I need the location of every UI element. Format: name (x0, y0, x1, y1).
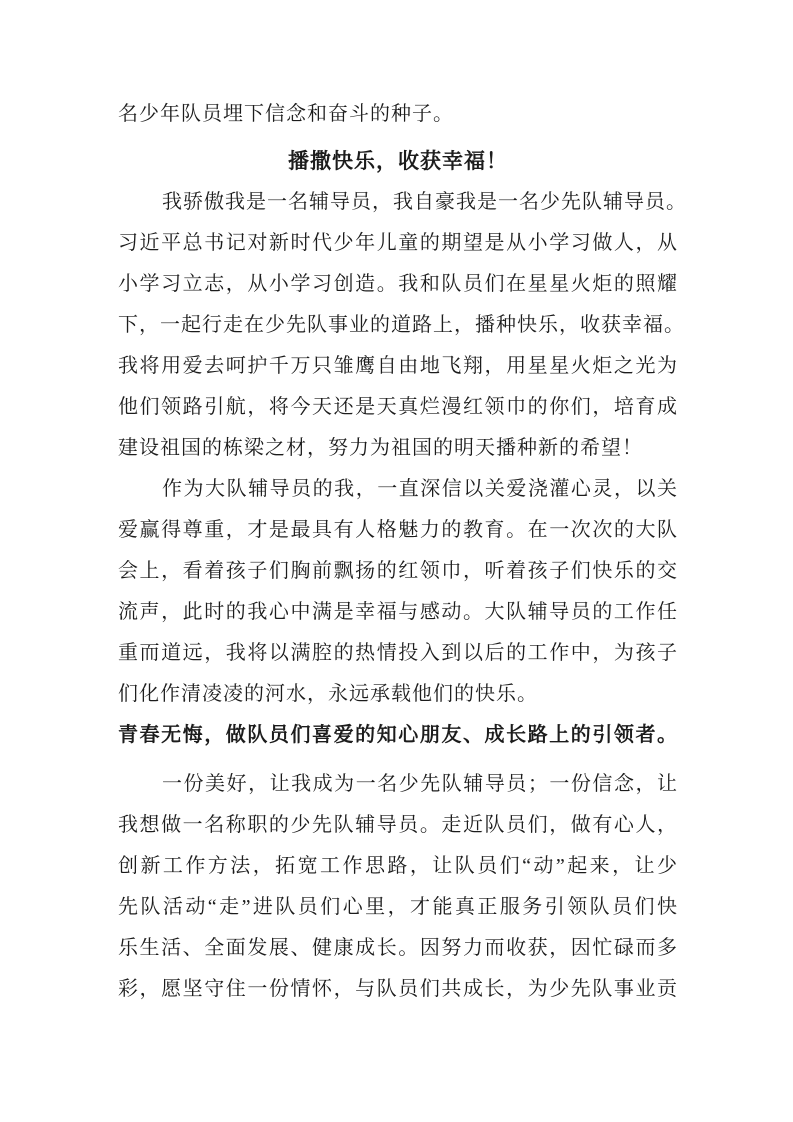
paragraph (118, 715, 678, 756)
text-line: 先队活动“走”进队员们心里，才能真正服务引领队员们快 (118, 896, 678, 918)
text-line: 我想做一名称职的少先队辅导员。走近队员们，做有心人， (118, 814, 678, 836)
text-line: 作为大队辅导员的我，一直深信以关爱浇灌心灵，以关 (162, 478, 678, 500)
text-line: 们化作清凌凌的河水，永远承载他们的快乐。 (118, 683, 538, 705)
text-line: 一份美好，让我成为一名少先队辅导员；一份信念，让 (162, 773, 678, 795)
text-line: 我骄傲我是一名辅导员，我自豪我是一名少先队辅导员。 (162, 191, 687, 213)
paragraph (118, 182, 687, 469)
document-content (118, 94, 687, 1010)
text-line: 彩，愿坚守住一份情怀，与队员们共成长，为少先队事业贡 (118, 978, 678, 1000)
text-line: 建设祖国的栋梁之材，努力为祖国的明天播种新的希望！ (118, 437, 643, 459)
heading-text: 播撒快乐，收获幸福！ (288, 149, 508, 173)
text-line: 爱赢得尊重，才是最具有人格魅力的教育。在一次次的大队 (118, 519, 678, 541)
text-line: 他们领路引航，将今天还是天真烂漫红领巾的你们，培育成 (118, 396, 678, 418)
text-line: 习近平总书记对新时代少年儿童的期望是从小学习做人，从 (118, 232, 678, 254)
text-line: 我将用爱去呵护千万只雏鹰自由地飞翔，用星星火炬之光为 (118, 355, 678, 377)
text-line: 小学习立志，从小学习创造。我和队员们在星星火炬的照耀 (118, 273, 678, 295)
text-line: 青春无悔，做队员们喜爱的知心朋友、成长路上的引领者。 (118, 724, 678, 746)
paragraph (118, 764, 678, 1010)
text-line: 名少年队员埋下信念和奋斗的种子。 (118, 103, 454, 125)
text-line: 流声，此时的我心中满是幸福与感动。大队辅导员的工作任 (118, 601, 678, 623)
text-line: 下，一起行走在少先队事业的道路上，播种快乐，收获幸福。 (118, 314, 685, 336)
paragraph (118, 94, 678, 135)
text-line: 创新工作方法，拓宽工作思路，让队员们“动”起来，让少 (118, 855, 678, 877)
text-line: 会上，看着孩子们胸前飘扬的红领巾，听着孩子们快乐的交 (118, 560, 678, 582)
text-line: 乐生活、全面发展、健康成长。因努力而收获，因忙碌而多 (118, 937, 678, 959)
text-line: 重而道远，我将以满腔的热情投入到以后的工作中，为孩子 (118, 642, 678, 664)
paragraph (118, 469, 678, 715)
section-heading (118, 141, 678, 182)
